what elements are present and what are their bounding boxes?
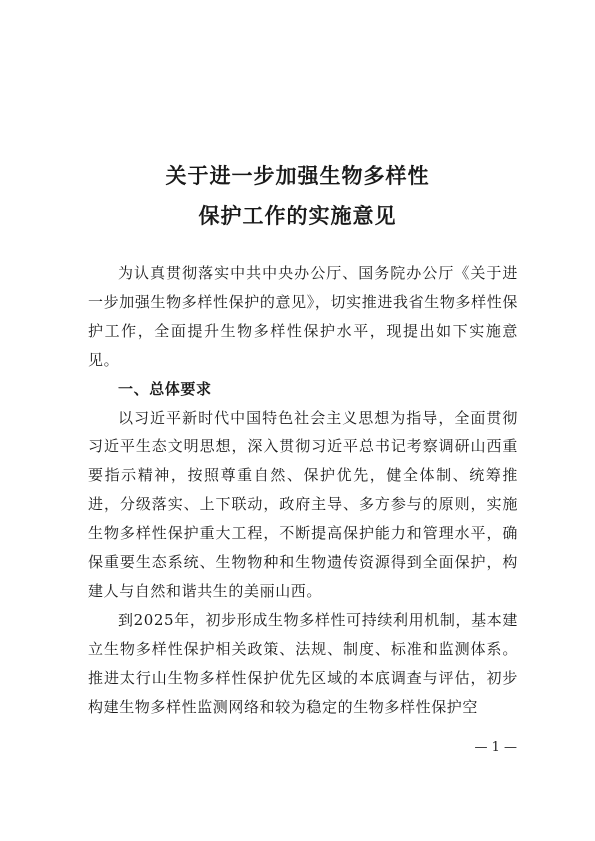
page-number: — 1 — <box>474 740 517 755</box>
paragraph-2025-goals: 到2025年，初步形成生物多样性可持续利用机制，基本建立生物多样性保护相关政策、法规、制度、标准和监测体系。推进太行山生物多样性保护优先区域的本底调查与评估，初步构建生物多样性监测网络和较为稳定的生物多样性保护空 <box>88 610 518 716</box>
section-heading: 一、总体要求 <box>118 379 212 398</box>
title-line-1: 关于进一步加强生物多样性 <box>165 164 430 188</box>
paragraph-guiding-principle: 以习近平新时代中国特色社会主义思想为指导，全面贯彻习近平生态文明思想，深入贯彻习近平总书记考察调研山西重要指示精神，按照尊重自然、保护优先，健全体制、统筹推进，分级落实、上下联动，政府主导、多方参与的原则，实施生物多样性保护重大工程，不断提高保护能力和管理水平，确保重要生态系统、生物物种和生物遗传资源得到全面保护，构建人与自然和谐共生的美丽山西。 <box>88 408 518 600</box>
document-body <box>88 259 518 722</box>
title-line-2: 保护工作的实施意见 <box>198 204 397 228</box>
paragraph-intro: 为认真贯彻落实中共中央办公厅、国务院办公厅《关于进一步加强生物多样性保护的意见》，切实推进我省生物多样性保护工作，全面提升生物多样性保护水平，现提出如下实施意见。 <box>88 264 518 369</box>
